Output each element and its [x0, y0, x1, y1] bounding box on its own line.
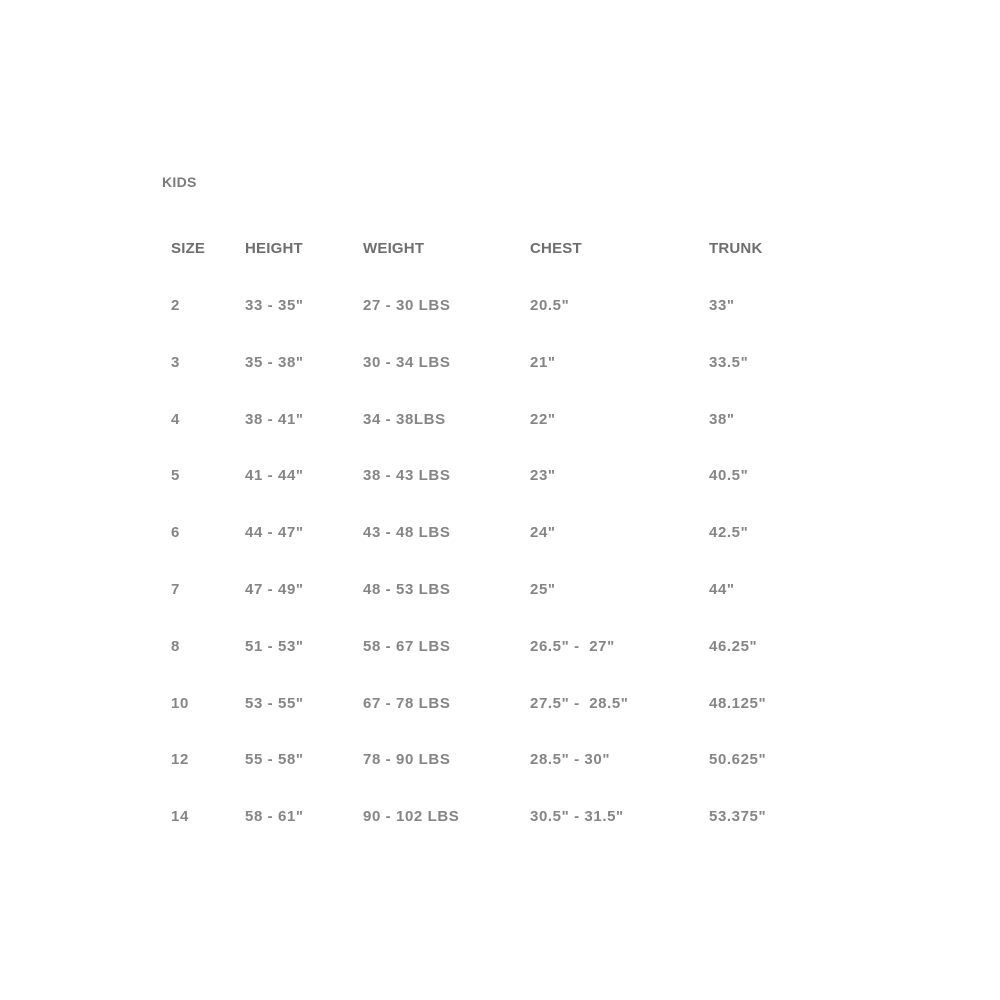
- table-cell-chest: 26.5" - 27": [530, 638, 615, 655]
- table-cell-trunk: 46.25": [709, 638, 758, 655]
- table-cell-weight: 78 - 90 LBS: [363, 751, 451, 768]
- table-cell-chest: 22": [530, 411, 556, 428]
- column-header-height: HEIGHT: [245, 240, 303, 257]
- table-cell-weight: 48 - 53 LBS: [363, 581, 451, 598]
- table-cell-height: 47 - 49": [245, 581, 304, 598]
- table-cell-weight: 58 - 67 LBS: [363, 638, 451, 655]
- table-cell-chest: 20.5": [530, 297, 570, 314]
- table-cell-weight: 38 - 43 LBS: [363, 467, 451, 484]
- column-header-size: SIZE: [171, 240, 206, 257]
- table-cell-chest: 24": [530, 524, 556, 541]
- table-cell-size: 8: [171, 638, 180, 655]
- table-cell-height: 53 - 55": [245, 695, 304, 712]
- table-cell-chest: 21": [530, 354, 556, 371]
- table-cell-size: 10: [171, 695, 189, 712]
- page-title: KIDS: [162, 174, 197, 190]
- table-cell-weight: 90 - 102 LBS: [363, 808, 460, 825]
- table-cell-size: 4: [171, 411, 180, 428]
- table-cell-chest: 30.5" - 31.5": [530, 808, 624, 825]
- table-cell-size: 7: [171, 581, 180, 598]
- table-cell-trunk: 38": [709, 411, 735, 428]
- table-cell-chest: 23": [530, 467, 556, 484]
- table-cell-chest: 28.5" - 30": [530, 751, 611, 768]
- table-cell-size: 3: [171, 354, 180, 371]
- table-cell-weight: 34 - 38LBS: [363, 411, 446, 428]
- table-cell-height: 44 - 47": [245, 524, 304, 541]
- table-cell-trunk: 33.5": [709, 354, 749, 371]
- table-cell-height: 38 - 41": [245, 411, 304, 428]
- table-cell-trunk: 50.625": [709, 751, 767, 768]
- table-cell-weight: 67 - 78 LBS: [363, 695, 451, 712]
- table-cell-trunk: 40.5": [709, 467, 749, 484]
- table-cell-size: 6: [171, 524, 180, 541]
- table-cell-chest: 27.5" - 28.5": [530, 695, 629, 712]
- column-header-weight: WEIGHT: [363, 240, 425, 257]
- table-cell-chest: 25": [530, 581, 556, 598]
- table-cell-weight: 27 - 30 LBS: [363, 297, 451, 314]
- table-cell-trunk: 42.5": [709, 524, 749, 541]
- table-cell-trunk: 33": [709, 297, 735, 314]
- table-cell-weight: 30 - 34 LBS: [363, 354, 451, 371]
- column-header-chest: CHEST: [530, 240, 582, 257]
- table-cell-size: 2: [171, 297, 180, 314]
- table-cell-height: 41 - 44": [245, 467, 304, 484]
- table-cell-height: 58 - 61": [245, 808, 304, 825]
- table-cell-trunk: 44": [709, 581, 735, 598]
- table-cell-height: 35 - 38": [245, 354, 304, 371]
- table-cell-height: 33 - 35": [245, 297, 304, 314]
- column-header-trunk: TRUNK: [709, 240, 763, 257]
- table-cell-trunk: 53.375": [709, 808, 767, 825]
- table-cell-height: 55 - 58": [245, 751, 304, 768]
- table-cell-size: 14: [171, 808, 189, 825]
- table-cell-size: 5: [171, 467, 180, 484]
- table-cell-trunk: 48.125": [709, 695, 767, 712]
- table-cell-size: 12: [171, 751, 189, 768]
- table-cell-weight: 43 - 48 LBS: [363, 524, 451, 541]
- table-cell-height: 51 - 53": [245, 638, 304, 655]
